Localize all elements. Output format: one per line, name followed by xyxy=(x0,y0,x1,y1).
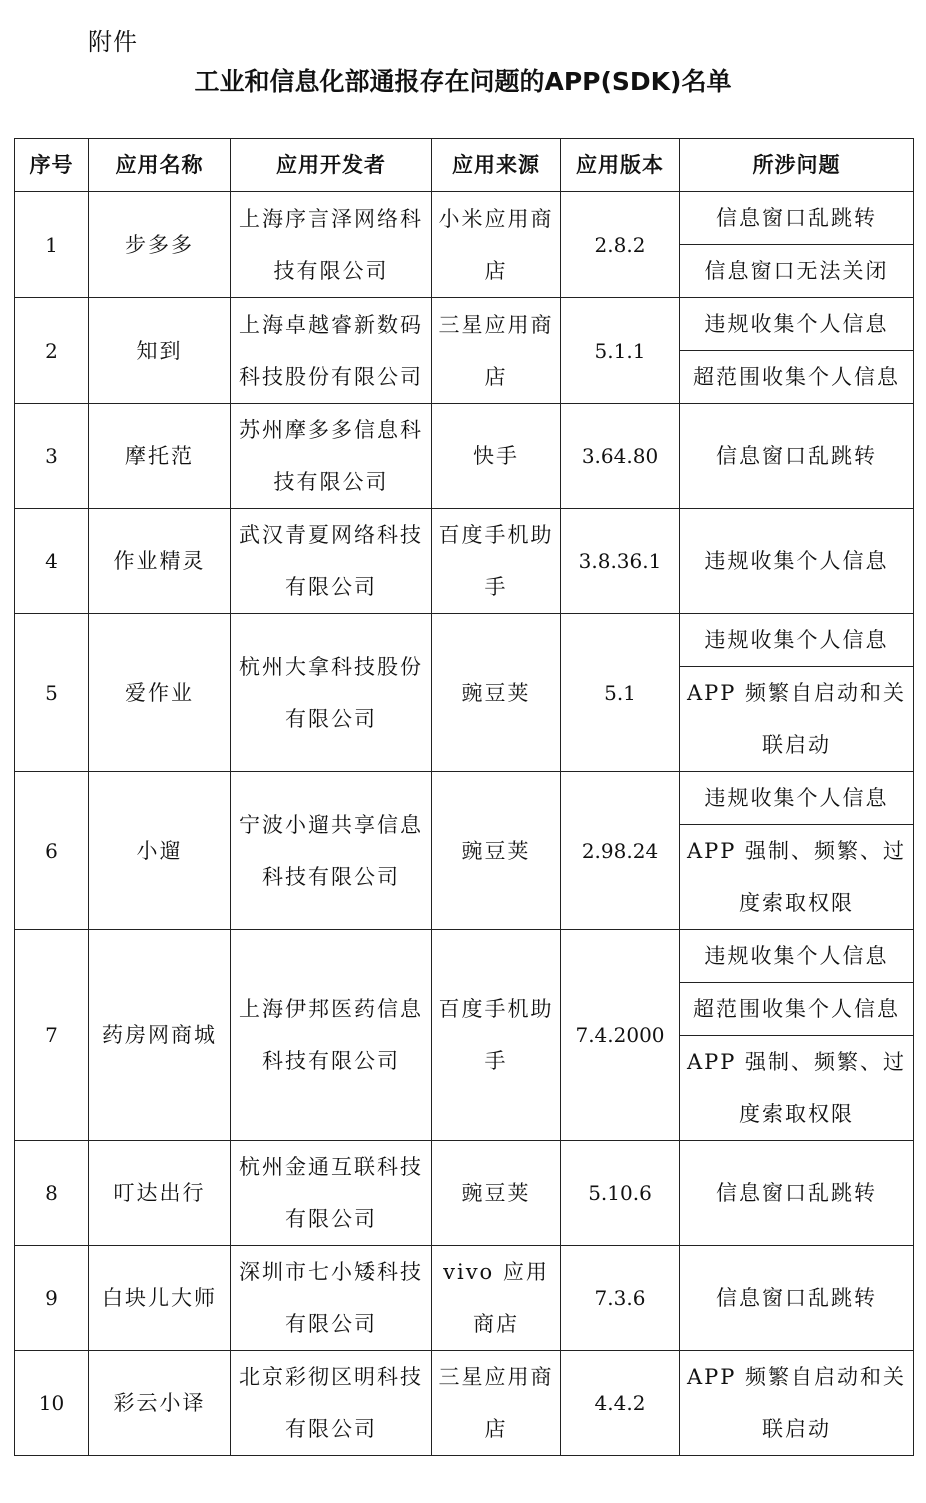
cell-version: 4.4.2 xyxy=(561,1351,680,1456)
cell-seq: 9 xyxy=(15,1246,89,1351)
cell-app-name: 白块儿大师 xyxy=(89,1246,231,1351)
cell-issue: 违规收集个人信息 xyxy=(680,930,914,983)
cell-seq: 6 xyxy=(15,772,89,930)
cell-source: 三星应用商店 xyxy=(432,298,561,404)
table-row xyxy=(15,1141,914,1246)
cell-seq: 3 xyxy=(15,404,89,509)
cell-seq: 1 xyxy=(15,192,89,298)
cell-app-name: 知到 xyxy=(89,298,231,404)
cell-developer: 杭州金通互联科技有限公司 xyxy=(231,1141,432,1246)
cell-source: 快手 xyxy=(432,404,561,509)
cell-version: 3.64.80 xyxy=(561,404,680,509)
header-issues: 所涉问题 xyxy=(680,139,914,192)
cell-developer: 上海伊邦医药信息科技有限公司 xyxy=(231,930,432,1141)
cell-issue: 信息窗口乱跳转 xyxy=(680,192,914,245)
cell-issue: 违规收集个人信息 xyxy=(680,509,914,614)
cell-developer: 北京彩彻区明科技有限公司 xyxy=(231,1351,432,1456)
cell-app-name: 小遛 xyxy=(89,772,231,930)
cell-version: 2.8.2 xyxy=(561,192,680,298)
table-row xyxy=(15,930,914,983)
cell-issue: 违规收集个人信息 xyxy=(680,614,914,667)
header-source: 应用来源 xyxy=(432,139,561,192)
table-row xyxy=(15,614,914,667)
table-row xyxy=(15,772,914,825)
cell-issue: 违规收集个人信息 xyxy=(680,298,914,351)
cell-seq: 10 xyxy=(15,1351,89,1456)
cell-developer: 杭州大拿科技股份有限公司 xyxy=(231,614,432,772)
cell-issue: 信息窗口乱跳转 xyxy=(680,1141,914,1246)
cell-source: 三星应用商店 xyxy=(432,1351,561,1456)
cell-developer: 宁波小遛共享信息科技有限公司 xyxy=(231,772,432,930)
table-row xyxy=(15,1246,914,1351)
cell-issue: APP 强制、频繁、过度索取权限 xyxy=(680,1036,914,1141)
cell-developer: 苏州摩多多信息科技有限公司 xyxy=(231,404,432,509)
cell-seq: 2 xyxy=(15,298,89,404)
cell-developer: 上海序言泽网络科技有限公司 xyxy=(231,192,432,298)
cell-issue: 信息窗口乱跳转 xyxy=(680,1246,914,1351)
cell-app-name: 爱作业 xyxy=(89,614,231,772)
table-row xyxy=(15,509,914,614)
table-row xyxy=(15,1351,914,1456)
table-row xyxy=(15,298,914,351)
cell-version: 5.1.1 xyxy=(561,298,680,404)
cell-version: 7.4.2000 xyxy=(561,930,680,1141)
cell-version: 3.8.36.1 xyxy=(561,509,680,614)
header-version: 应用版本 xyxy=(561,139,680,192)
cell-issue: 超范围收集个人信息 xyxy=(680,351,914,404)
header-app-name: 应用名称 xyxy=(89,139,231,192)
cell-issue: 超范围收集个人信息 xyxy=(680,983,914,1036)
cell-seq: 5 xyxy=(15,614,89,772)
cell-seq: 4 xyxy=(15,509,89,614)
cell-source: 百度手机助手 xyxy=(432,930,561,1141)
cell-source: 豌豆荚 xyxy=(432,614,561,772)
cell-issue: 违规收集个人信息 xyxy=(680,772,914,825)
cell-app-name: 叮达出行 xyxy=(89,1141,231,1246)
cell-source: 百度手机助手 xyxy=(432,509,561,614)
cell-issue: APP 频繁自启动和关联启动 xyxy=(680,1351,914,1456)
cell-seq: 7 xyxy=(15,930,89,1141)
cell-app-name: 药房网商城 xyxy=(89,930,231,1141)
table-row xyxy=(15,404,914,509)
cell-source: 豌豆荚 xyxy=(432,1141,561,1246)
cell-app-name: 彩云小译 xyxy=(89,1351,231,1456)
cell-app-name: 步多多 xyxy=(89,192,231,298)
attachment-label: 附件 xyxy=(88,28,138,56)
cell-issue: APP 频繁自启动和关联启动 xyxy=(680,667,914,772)
header-developer: 应用开发者 xyxy=(231,139,432,192)
cell-issue: 信息窗口乱跳转 xyxy=(680,404,914,509)
cell-version: 7.3.6 xyxy=(561,1246,680,1351)
cell-app-name: 作业精灵 xyxy=(89,509,231,614)
cell-app-name: 摩托范 xyxy=(89,404,231,509)
cell-version: 2.98.24 xyxy=(561,772,680,930)
cell-version: 5.1 xyxy=(561,614,680,772)
cell-seq: 8 xyxy=(15,1141,89,1246)
cell-source: vivo 应用商店 xyxy=(432,1246,561,1351)
cell-issue: APP 强制、频繁、过度索取权限 xyxy=(680,825,914,930)
cell-source: 小米应用商店 xyxy=(432,192,561,298)
table-row xyxy=(15,192,914,245)
document-title: 工业和信息化部通报存在问题的APP(SDK)名单 xyxy=(194,67,732,96)
table-body xyxy=(15,192,914,1456)
app-list-table xyxy=(14,138,914,1456)
cell-developer: 深圳市七小矮科技有限公司 xyxy=(231,1246,432,1351)
cell-issue: 信息窗口无法关闭 xyxy=(680,245,914,298)
cell-version: 5.10.6 xyxy=(561,1141,680,1246)
header-seq: 序号 xyxy=(15,139,89,192)
cell-source: 豌豆荚 xyxy=(432,772,561,930)
table-header-row xyxy=(15,139,914,192)
cell-developer: 上海卓越睿新数码科技股份有限公司 xyxy=(231,298,432,404)
cell-developer: 武汉青夏网络科技有限公司 xyxy=(231,509,432,614)
